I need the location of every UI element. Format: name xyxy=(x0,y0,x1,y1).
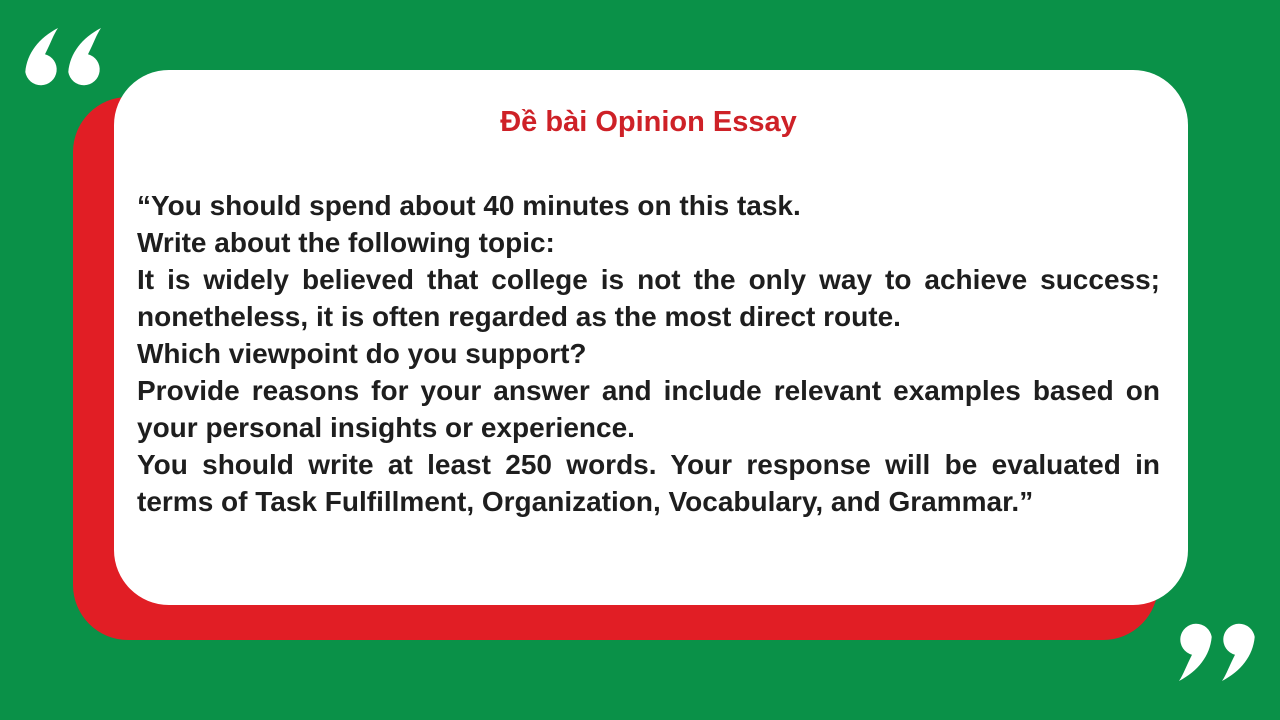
page-title: Đề bài Opinion Essay xyxy=(500,106,797,138)
essay-paragraph: Provide reasons for your answer and include relevant examples based on your personal insights or experience. xyxy=(137,375,1160,443)
essay-card xyxy=(114,70,1188,605)
essay-paragraph: You should write at least 250 words. Your response will be evaluated in terms of Task Fulfillment, Organization, Vocabulary, and Grammar.” xyxy=(137,449,1160,517)
essay-paragraph: Write about the following topic: xyxy=(137,227,555,258)
essay-paragraph: “You should spend about 40 minutes on this task. xyxy=(137,190,801,221)
open-quote-icon xyxy=(25,28,103,86)
essay-text xyxy=(137,187,1160,520)
essay-paragraph: It is widely believed that college is not the only way to achieve success; nonetheless, it is often regarded as the most direct route. xyxy=(137,264,1160,332)
close-quote-icon xyxy=(1177,623,1255,681)
essay-paragraph: Which viewpoint do you support? xyxy=(137,338,587,369)
